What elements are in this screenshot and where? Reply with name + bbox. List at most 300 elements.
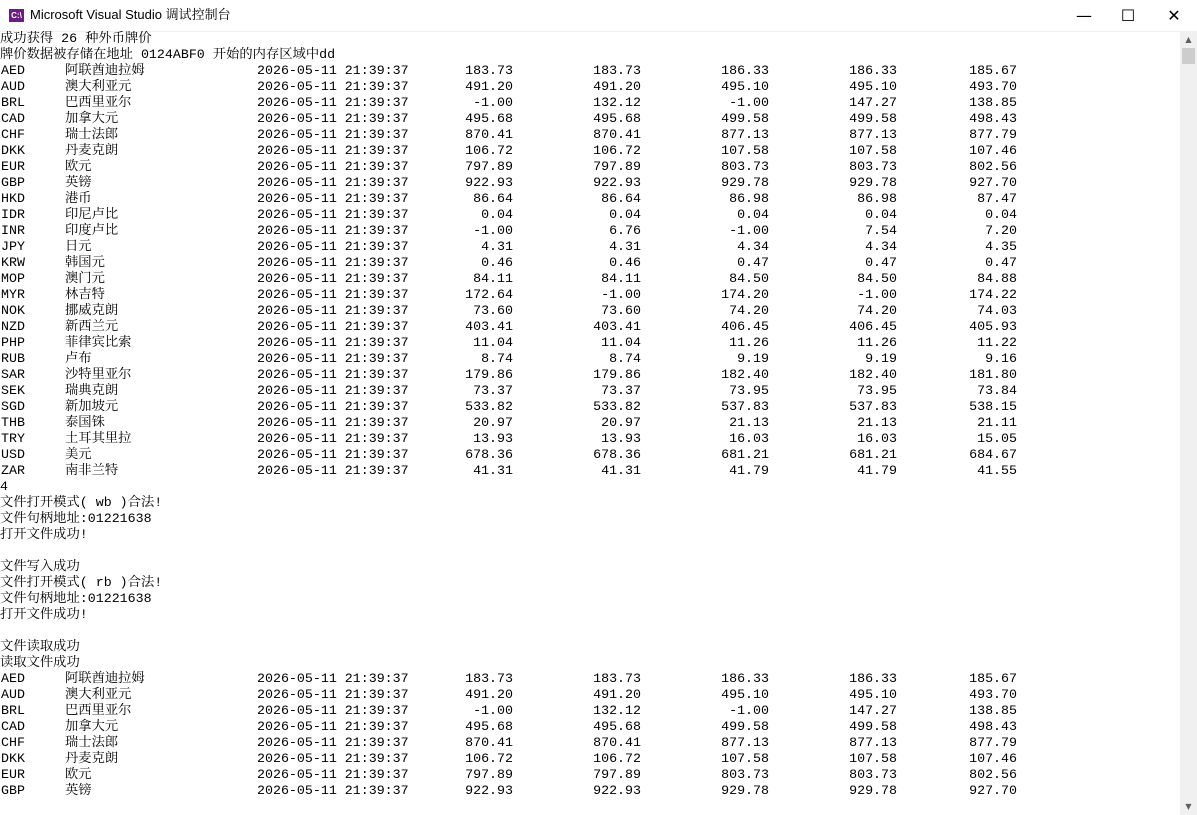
currency-code: HKD xyxy=(1,191,25,206)
timestamp: 2026-05-11 21:39:37 xyxy=(257,703,409,718)
rate-value: 0.47 xyxy=(865,255,897,270)
timestamp: 2026-05-11 21:39:37 xyxy=(257,127,409,142)
rate-value: 11.04 xyxy=(601,335,641,350)
currency-code: BRL xyxy=(1,703,25,718)
rate-value: 138.85 xyxy=(969,95,1017,110)
rate-value: 870.41 xyxy=(465,735,513,750)
rate-value: 179.86 xyxy=(593,367,641,382)
timestamp: 2026-05-11 21:39:37 xyxy=(257,335,409,350)
timestamp: 2026-05-11 21:39:37 xyxy=(257,207,409,222)
rate-value: 495.10 xyxy=(849,79,897,94)
currency-code: EUR xyxy=(1,159,25,174)
rate-value: 73.95 xyxy=(729,383,769,398)
timestamp: 2026-05-11 21:39:37 xyxy=(257,223,409,238)
rate-value: 491.20 xyxy=(465,79,513,94)
table-row xyxy=(0,143,1180,159)
currency-code: CAD xyxy=(1,111,25,126)
rate-value: 11.26 xyxy=(729,335,769,350)
rate-value: 16.03 xyxy=(857,431,897,446)
table-row xyxy=(0,223,1180,239)
rate-value: 4.31 xyxy=(609,239,641,254)
rate-value: 6.76 xyxy=(609,223,641,238)
rate-value: -1.00 xyxy=(729,223,769,238)
close-button[interactable]: ✕ xyxy=(1167,6,1181,25)
vertical-scrollbar[interactable] xyxy=(1180,31,1197,815)
rate-value: 537.83 xyxy=(721,399,769,414)
rate-value: 0.04 xyxy=(481,207,513,222)
rate-value: 87.47 xyxy=(977,191,1017,206)
table-row xyxy=(0,751,1180,767)
table-row xyxy=(0,255,1180,271)
currency-code: RUB xyxy=(1,351,25,366)
rate-value: 929.78 xyxy=(849,175,897,190)
currency-code: CHF xyxy=(1,735,25,750)
currency-code: GBP xyxy=(1,783,25,798)
rate-value: 107.58 xyxy=(849,143,897,158)
currency-name: 印度卢比 xyxy=(65,223,119,238)
rate-value: 0.04 xyxy=(737,207,769,222)
currency-name: 新加坡元 xyxy=(65,399,119,414)
rate-value: 41.31 xyxy=(601,463,641,478)
table-row xyxy=(0,79,1180,95)
rate-value: -1.00 xyxy=(729,703,769,718)
rate-value: 106.72 xyxy=(593,143,641,158)
rate-value: 21.11 xyxy=(977,415,1017,430)
currency-name: 沙特里亚尔 xyxy=(65,367,132,382)
rate-value: 493.70 xyxy=(969,687,1017,702)
table-row xyxy=(0,351,1180,367)
rate-value: 11.04 xyxy=(473,335,513,350)
rate-value: 15.05 xyxy=(977,431,1017,446)
table-row xyxy=(0,335,1180,351)
rate-value: 74.20 xyxy=(857,303,897,318)
rate-value: 4.34 xyxy=(865,239,897,254)
rate-value: 107.58 xyxy=(721,143,769,158)
table-row xyxy=(0,415,1180,431)
rate-value: 797.89 xyxy=(465,767,513,782)
currency-code: AED xyxy=(1,63,25,78)
rate-value: -1.00 xyxy=(473,703,513,718)
rate-value: 929.78 xyxy=(721,175,769,190)
currency-name: 卢布 xyxy=(65,351,92,366)
currency-code: CAD xyxy=(1,719,25,734)
currency-name: 丹麦克朗 xyxy=(65,751,119,766)
console-line: 文件句柄地址:01221638 xyxy=(0,511,152,526)
currency-name: 英镑 xyxy=(65,175,92,190)
timestamp: 2026-05-11 21:39:37 xyxy=(257,79,409,94)
rate-value: 73.37 xyxy=(473,383,513,398)
rate-value: 922.93 xyxy=(593,175,641,190)
timestamp: 2026-05-11 21:39:37 xyxy=(257,143,409,158)
rate-value: 8.74 xyxy=(609,351,641,366)
rate-value: 183.73 xyxy=(593,63,641,78)
scroll-thumb[interactable] xyxy=(1182,48,1195,64)
console-app-icon: C:\ xyxy=(9,9,24,22)
currency-code: IDR xyxy=(1,207,25,222)
rate-value: 797.89 xyxy=(465,159,513,174)
table-row xyxy=(0,287,1180,303)
rate-value: 41.31 xyxy=(473,463,513,478)
rates-table-2 xyxy=(0,671,1180,799)
timestamp: 2026-05-11 21:39:37 xyxy=(257,767,409,782)
currency-code: TRY xyxy=(1,431,25,446)
timestamp: 2026-05-11 21:39:37 xyxy=(257,159,409,174)
timestamp: 2026-05-11 21:39:37 xyxy=(257,191,409,206)
rate-value: 107.58 xyxy=(721,751,769,766)
rate-value: 9.16 xyxy=(985,351,1017,366)
currency-name: 阿联酋迪拉姆 xyxy=(65,671,145,686)
rate-value: 493.70 xyxy=(969,79,1017,94)
rate-value: 73.60 xyxy=(473,303,513,318)
rate-value: 86.98 xyxy=(857,191,897,206)
currency-code: SAR xyxy=(1,367,25,382)
rate-value: 138.85 xyxy=(969,703,1017,718)
rate-value: 106.72 xyxy=(465,143,513,158)
currency-name: 巴西里亚尔 xyxy=(65,95,132,110)
rate-value: 495.68 xyxy=(593,719,641,734)
rate-value: 74.03 xyxy=(977,303,1017,318)
table-row xyxy=(0,63,1180,79)
rate-value: 7.20 xyxy=(985,223,1017,238)
rate-value: 4.35 xyxy=(985,239,1017,254)
rate-value: 13.93 xyxy=(601,431,641,446)
rate-value: 86.64 xyxy=(473,191,513,206)
table-row xyxy=(0,447,1180,463)
rate-value: 870.41 xyxy=(465,127,513,142)
currency-name: 南非兰特 xyxy=(65,463,119,478)
rate-value: 179.86 xyxy=(465,367,513,382)
currency-code: DKK xyxy=(1,751,25,766)
rate-value: 495.68 xyxy=(465,111,513,126)
rate-value: 922.93 xyxy=(593,783,641,798)
currency-name: 林吉特 xyxy=(65,287,105,302)
currency-code: NZD xyxy=(1,319,25,334)
rate-value: 877.79 xyxy=(969,735,1017,750)
currency-name: 泰国铢 xyxy=(65,415,105,430)
rate-value: 491.20 xyxy=(593,687,641,702)
rate-value: 21.13 xyxy=(729,415,769,430)
timestamp: 2026-05-11 21:39:37 xyxy=(257,751,409,766)
currency-code: DKK xyxy=(1,143,25,158)
rate-value: 9.19 xyxy=(865,351,897,366)
timestamp: 2026-05-11 21:39:37 xyxy=(257,95,409,110)
rate-value: 172.64 xyxy=(465,287,513,302)
rate-value: 877.13 xyxy=(721,127,769,142)
rate-value: 797.89 xyxy=(593,159,641,174)
rate-value: 11.22 xyxy=(977,335,1017,350)
currency-name: 土耳其里拉 xyxy=(65,431,132,446)
timestamp: 2026-05-11 21:39:37 xyxy=(257,735,409,750)
scroll-down-icon[interactable]: ▼ xyxy=(1185,802,1192,811)
rate-value: 183.73 xyxy=(465,671,513,686)
timestamp: 2026-05-11 21:39:37 xyxy=(257,383,409,398)
rate-value: 186.33 xyxy=(849,63,897,78)
currency-name: 港币 xyxy=(65,191,92,206)
currency-code: EUR xyxy=(1,767,25,782)
table-row xyxy=(0,271,1180,287)
maximize-button[interactable]: ☐ xyxy=(1120,6,1136,25)
rate-value: 803.73 xyxy=(721,159,769,174)
rate-value: 498.43 xyxy=(969,111,1017,126)
rate-value: 106.72 xyxy=(465,751,513,766)
rate-value: 182.40 xyxy=(849,367,897,382)
currency-code: MOP xyxy=(1,271,25,286)
currency-name: 阿联酋迪拉姆 xyxy=(65,63,145,78)
rate-value: 498.43 xyxy=(969,719,1017,734)
rate-value: 74.20 xyxy=(729,303,769,318)
rate-value: 0.46 xyxy=(481,255,513,270)
rate-value: 41.79 xyxy=(857,463,897,478)
rate-value: 678.36 xyxy=(593,447,641,462)
rate-value: 491.20 xyxy=(593,79,641,94)
rate-value: 186.33 xyxy=(721,671,769,686)
rate-value: -1.00 xyxy=(473,95,513,110)
timestamp: 2026-05-11 21:39:37 xyxy=(257,255,409,270)
title-bar xyxy=(0,0,1197,32)
currency-name: 新西兰元 xyxy=(65,319,119,334)
currency-code: JPY xyxy=(1,239,25,254)
rate-value: 803.73 xyxy=(849,767,897,782)
table-row xyxy=(0,367,1180,383)
table-row xyxy=(0,767,1180,783)
rate-value: 495.10 xyxy=(721,687,769,702)
rate-value: 877.79 xyxy=(969,127,1017,142)
timestamp: 2026-05-11 21:39:37 xyxy=(257,271,409,286)
timestamp: 2026-05-11 21:39:37 xyxy=(257,671,409,686)
table-row xyxy=(0,783,1180,799)
currency-name: 巴西里亚尔 xyxy=(65,703,132,718)
rate-value: 495.10 xyxy=(721,79,769,94)
timestamp: 2026-05-11 21:39:37 xyxy=(257,415,409,430)
console-line: 文件句柄地址:01221638 xyxy=(0,591,152,606)
rate-value: 0.04 xyxy=(985,207,1017,222)
table-row xyxy=(0,463,1180,479)
rate-value: 870.41 xyxy=(593,735,641,750)
rate-value: 41.79 xyxy=(729,463,769,478)
rate-value: 86.98 xyxy=(729,191,769,206)
rate-value: 0.04 xyxy=(609,207,641,222)
currency-name: 澳门元 xyxy=(65,271,105,286)
rate-value: 4.31 xyxy=(481,239,513,254)
currency-name: 欧元 xyxy=(65,767,92,782)
table-row xyxy=(0,703,1180,719)
scroll-up-icon[interactable]: ▲ xyxy=(1185,35,1192,44)
timestamp: 2026-05-11 21:39:37 xyxy=(257,239,409,254)
table-row xyxy=(0,399,1180,415)
rate-value: 20.97 xyxy=(601,415,641,430)
window-title: Microsoft Visual Studio 调试控制台 xyxy=(30,7,231,22)
rate-value: 538.15 xyxy=(969,399,1017,414)
table-row xyxy=(0,175,1180,191)
rate-value: 186.33 xyxy=(849,671,897,686)
currency-code: AUD xyxy=(1,79,25,94)
currency-name: 加拿大元 xyxy=(65,111,119,126)
console-line xyxy=(0,623,1180,639)
table-row xyxy=(0,159,1180,175)
timestamp: 2026-05-11 21:39:37 xyxy=(257,63,409,78)
rate-value: 403.41 xyxy=(465,319,513,334)
currency-code: GBP xyxy=(1,175,25,190)
rate-value: 174.22 xyxy=(969,287,1017,302)
rate-value: 797.89 xyxy=(593,767,641,782)
currency-name: 丹麦克朗 xyxy=(65,143,119,158)
currency-name: 澳大利亚元 xyxy=(65,79,132,94)
timestamp: 2026-05-11 21:39:37 xyxy=(257,367,409,382)
currency-code: INR xyxy=(1,223,25,238)
rate-value: 0.47 xyxy=(985,255,1017,270)
currency-code: ZAR xyxy=(1,463,25,478)
currency-code: KRW xyxy=(1,255,25,270)
currency-code: PHP xyxy=(1,335,25,350)
rate-value: 684.67 xyxy=(969,447,1017,462)
rate-value: 16.03 xyxy=(729,431,769,446)
currency-name: 澳大利亚元 xyxy=(65,687,132,702)
console-line: 打开文件成功! xyxy=(0,607,88,622)
currency-name: 瑞士法郎 xyxy=(65,735,119,750)
timestamp: 2026-05-11 21:39:37 xyxy=(257,175,409,190)
rate-value: 681.21 xyxy=(849,447,897,462)
rate-value: 86.64 xyxy=(601,191,641,206)
rate-value: 107.46 xyxy=(969,143,1017,158)
console-line: 牌价数据被存储在地址 0124ABF0 开始的内存区域中dd xyxy=(0,47,336,62)
rate-value: 41.55 xyxy=(977,463,1017,478)
rate-value: 132.12 xyxy=(593,703,641,718)
rate-value: 185.67 xyxy=(969,671,1017,686)
rate-value: -1.00 xyxy=(473,223,513,238)
console-line: 文件写入成功 xyxy=(0,559,80,574)
table-row xyxy=(0,431,1180,447)
rate-value: 147.27 xyxy=(849,95,897,110)
rate-value: 803.73 xyxy=(721,767,769,782)
rate-value: 4.34 xyxy=(737,239,769,254)
currency-name: 美元 xyxy=(65,447,92,462)
console-line: 读取文件成功 xyxy=(0,655,80,670)
rate-value: 495.10 xyxy=(849,687,897,702)
table-row xyxy=(0,319,1180,335)
table-row xyxy=(0,671,1180,687)
rate-value: 802.56 xyxy=(969,767,1017,782)
timestamp: 2026-05-11 21:39:37 xyxy=(257,431,409,446)
rate-value: 0.47 xyxy=(737,255,769,270)
currency-code: SEK xyxy=(1,383,25,398)
timestamp: 2026-05-11 21:39:37 xyxy=(257,463,409,478)
rate-value: 174.20 xyxy=(721,287,769,302)
rate-value: 877.13 xyxy=(721,735,769,750)
rate-value: 927.70 xyxy=(969,175,1017,190)
header-lines xyxy=(0,31,1180,63)
rate-value: 185.67 xyxy=(969,63,1017,78)
currency-code: MYR xyxy=(1,287,25,302)
rate-value: 929.78 xyxy=(849,783,897,798)
currency-name: 瑞典克朗 xyxy=(65,383,119,398)
console-line xyxy=(0,543,1180,559)
timestamp: 2026-05-11 21:39:37 xyxy=(257,447,409,462)
rate-value: 403.41 xyxy=(593,319,641,334)
currency-name: 英镑 xyxy=(65,783,92,798)
rate-value: 107.58 xyxy=(849,751,897,766)
table-row xyxy=(0,95,1180,111)
rate-value: 533.82 xyxy=(593,399,641,414)
rate-value: 929.78 xyxy=(721,783,769,798)
rate-value: 927.70 xyxy=(969,783,1017,798)
rate-value: 84.88 xyxy=(977,271,1017,286)
timestamp: 2026-05-11 21:39:37 xyxy=(257,319,409,334)
rate-value: 495.68 xyxy=(465,719,513,734)
table-row xyxy=(0,687,1180,703)
table-row xyxy=(0,191,1180,207)
minimize-button[interactable]: — xyxy=(1076,6,1092,25)
rate-value: 13.93 xyxy=(473,431,513,446)
rate-value: 533.82 xyxy=(465,399,513,414)
rate-value: -1.00 xyxy=(601,287,641,302)
rate-value: 7.54 xyxy=(865,223,897,238)
table-row xyxy=(0,111,1180,127)
rate-value: 73.60 xyxy=(601,303,641,318)
console-line: 成功获得 26 种外币牌价 xyxy=(0,31,152,46)
rate-value: 406.45 xyxy=(849,319,897,334)
rate-value: 73.37 xyxy=(601,383,641,398)
rate-value: 499.58 xyxy=(721,719,769,734)
status-lines xyxy=(0,479,1180,671)
console-output[interactable] xyxy=(0,31,1180,815)
table-row xyxy=(0,735,1180,751)
timestamp: 2026-05-11 21:39:37 xyxy=(257,719,409,734)
rate-value: 406.45 xyxy=(721,319,769,334)
rate-value: 0.04 xyxy=(865,207,897,222)
currency-name: 瑞士法郎 xyxy=(65,127,119,142)
console-line: 文件读取成功 xyxy=(0,639,80,654)
rate-value: 181.80 xyxy=(969,367,1017,382)
currency-code: BRL xyxy=(1,95,25,110)
rate-value: 107.46 xyxy=(969,751,1017,766)
rate-value: 20.97 xyxy=(473,415,513,430)
console-line: 文件打开模式( rb )合法! xyxy=(0,575,163,590)
table-row xyxy=(0,383,1180,399)
rates-table-1 xyxy=(0,63,1180,479)
timestamp: 2026-05-11 21:39:37 xyxy=(257,303,409,318)
rate-value: 0.46 xyxy=(609,255,641,270)
currency-code: CHF xyxy=(1,127,25,142)
rate-value: 495.68 xyxy=(593,111,641,126)
currency-name: 韩国元 xyxy=(65,255,105,270)
rate-value: 183.73 xyxy=(593,671,641,686)
rate-value: 183.73 xyxy=(465,63,513,78)
rate-value: 491.20 xyxy=(465,687,513,702)
rate-value: 499.58 xyxy=(721,111,769,126)
table-row xyxy=(0,303,1180,319)
rate-value: 499.58 xyxy=(849,111,897,126)
console-line: 文件打开模式( wb )合法! xyxy=(0,495,163,510)
rate-value: 922.93 xyxy=(465,783,513,798)
currency-code: AED xyxy=(1,671,25,686)
rate-value: 8.74 xyxy=(481,351,513,366)
currency-name: 挪威克朗 xyxy=(65,303,119,318)
console-line: 打开文件成功! xyxy=(0,527,88,542)
table-row xyxy=(0,207,1180,223)
currency-code: USD xyxy=(1,447,25,462)
timestamp: 2026-05-11 21:39:37 xyxy=(257,111,409,126)
rate-value: 537.83 xyxy=(849,399,897,414)
table-row xyxy=(0,127,1180,143)
currency-name: 日元 xyxy=(65,239,92,254)
rate-value: 802.56 xyxy=(969,159,1017,174)
currency-code: AUD xyxy=(1,687,25,702)
console-line: 4 xyxy=(0,479,8,494)
timestamp: 2026-05-11 21:39:37 xyxy=(257,287,409,302)
rate-value: 678.36 xyxy=(465,447,513,462)
currency-name: 印尼卢比 xyxy=(65,207,119,222)
currency-code: NOK xyxy=(1,303,25,318)
